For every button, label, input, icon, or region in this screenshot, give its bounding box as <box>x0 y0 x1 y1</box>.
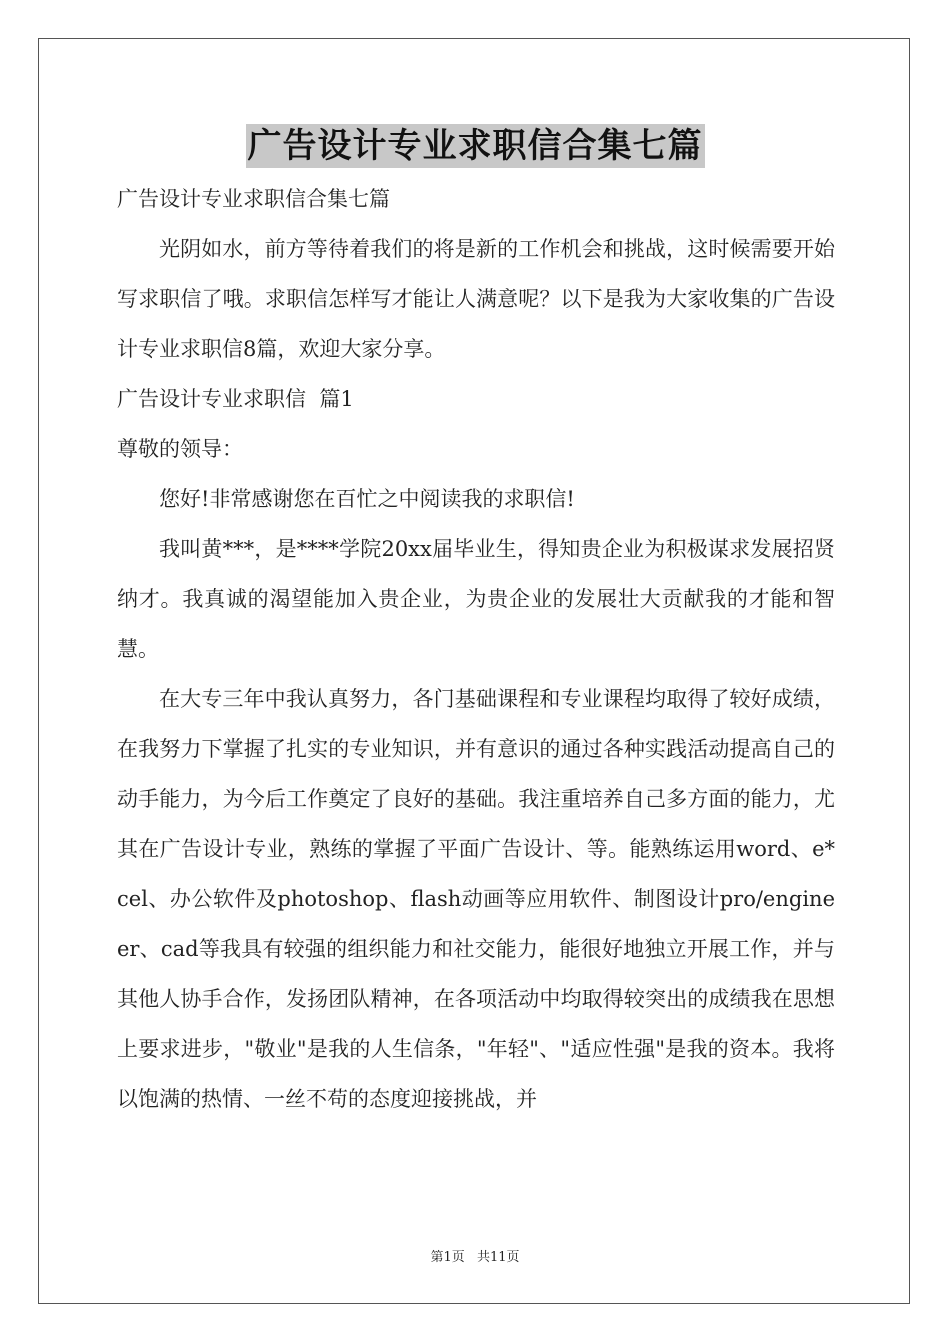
section-heading: 广告设计专业求职信 篇1 <box>117 387 354 411</box>
intro-paragraph: 光阴如水，前方等待着我们的将是新的工作机会和挑战，这时候需要开始写求职信了哦。求职信怎样写才能让人满意呢？以下是我为大家收集的广告设计专业求职信8篇，欢迎大家分享。 <box>117 237 835 361</box>
self-intro-paragraph: 我叫黄***，是****学院20xx届毕业生，得知贵企业为积极谋求发展招贤纳才。我真诚的渴望能加入贵企业，为贵企业的发展壮大贡献我的才能和智慧。 <box>117 537 835 661</box>
experience-paragraph: 在大专三年中我认真努力，各门基础课程和专业课程均取得了较好成绩，在我努力下掌握了扎实的专业知识，并有意识的通过各种实践活动提高自己的动手能力，为今后工作奠定了良好的基础。我注重培养自己多方面的能力，尤其在广告设计专业，熟练的掌握了平面广告设计、等。能熟练运用word、e*cel、办公软件及photoshop、flash动画等应用软件、制图设计pro/engineer、cad等我具有较强的组织能力和社交能力，能很好地独立开展工作，并与其他人协手合作，发扬团队精神，在各项活动中均取得较突出的成绩我在思想上要求进步，"敬业"是我的人生信条，"年轻"、"适应性强"是我的资本。我将以饱满的热情、一丝不苟的态度迎接挑战，并 <box>117 687 835 1111</box>
page-number: 第1页 <box>430 1250 465 1265</box>
salutation: 尊敬的领导： <box>117 437 243 461</box>
greeting-paragraph: 您好!非常感谢您在百忙之中阅读我的求职信! <box>159 487 575 511</box>
title-container <box>0 124 950 168</box>
total-pages: 共11页 <box>476 1250 520 1265</box>
document-body <box>117 174 835 1124</box>
document-subtitle: 广告设计专业求职信合集七篇 <box>117 187 390 211</box>
document-title: 广告设计专业求职信合集七篇 <box>247 126 703 166</box>
page-footer <box>0 1246 950 1265</box>
